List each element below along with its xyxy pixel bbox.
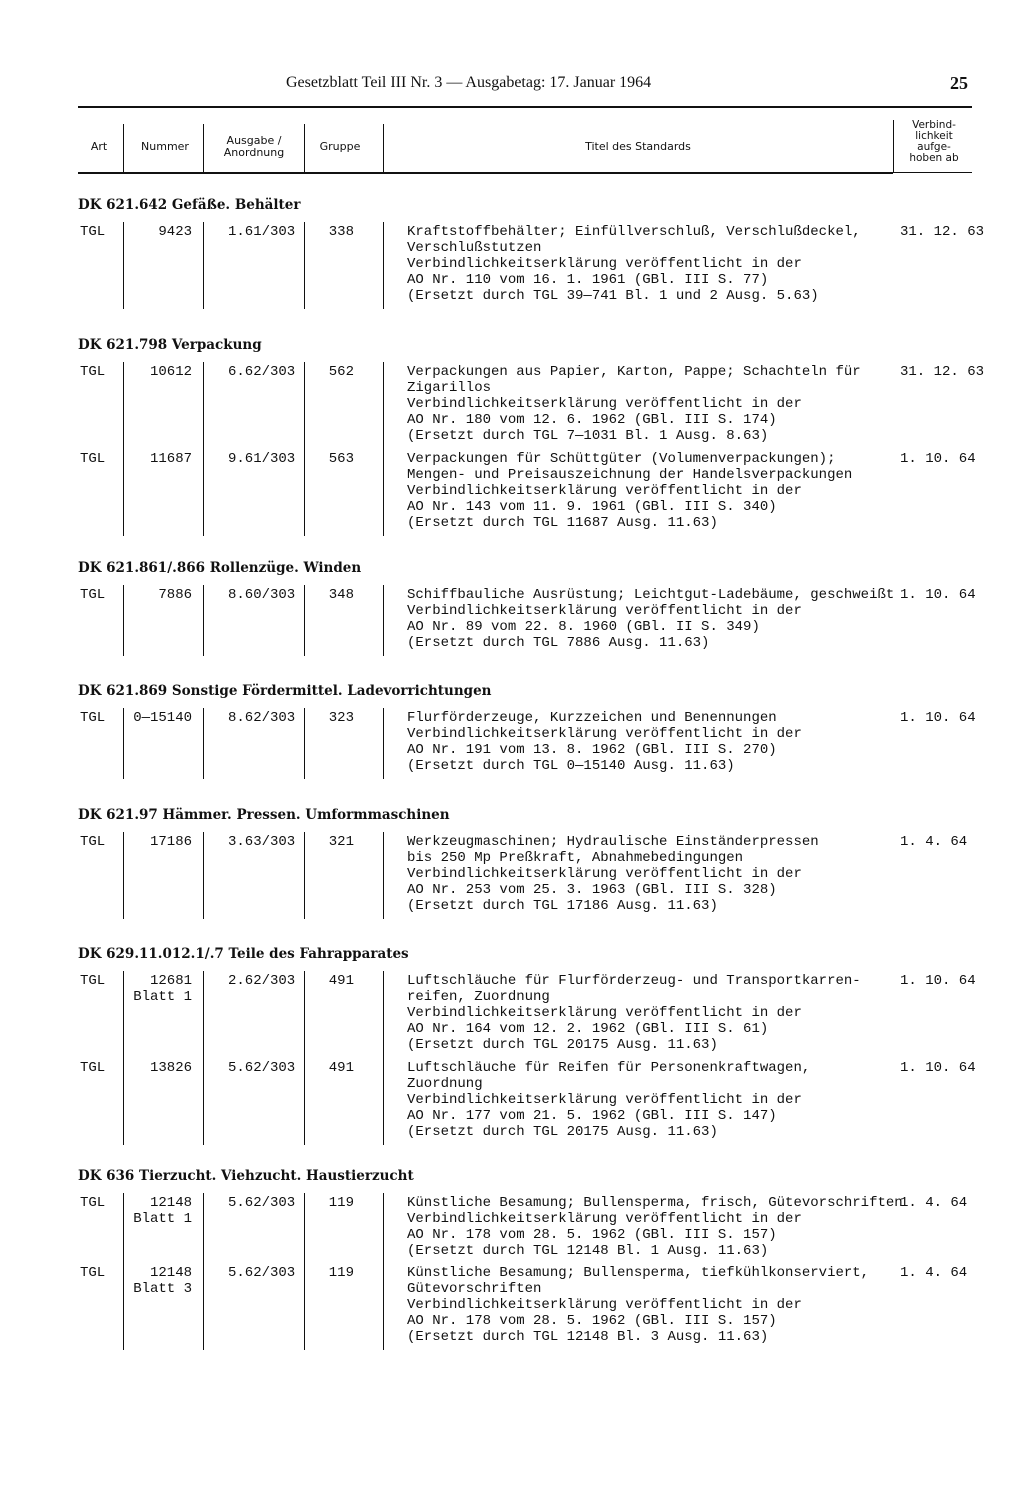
row-titel-line: Verbindlichkeitserklärung veröffentlicht in der bbox=[407, 1211, 802, 1227]
row-nummer bbox=[132, 710, 192, 726]
row-ausgabe: 5.62/303 bbox=[228, 1060, 296, 1076]
row-titel-line: Verpackungen aus Papier, Karton, Pappe; Schachteln für bbox=[407, 364, 861, 380]
row-art: TGL bbox=[80, 587, 106, 603]
row-titel-line: (Ersetzt durch TGL 7886 Ausg. 11.63) bbox=[407, 635, 710, 651]
row-titel bbox=[407, 1265, 869, 1345]
section-title: DK 621.97 Hämmer. Pressen. Umformmaschinen bbox=[78, 807, 450, 823]
row-titel-line: Kraftstoffbehälter; Einfüllverschluß, Verschlußdeckel, bbox=[407, 224, 861, 240]
row-nummer bbox=[132, 364, 192, 380]
row-datum: 1. 10. 64 bbox=[900, 451, 976, 467]
column-rule bbox=[304, 708, 305, 779]
row-nummer-line: 9423 bbox=[158, 224, 192, 240]
column-rule bbox=[383, 1193, 384, 1350]
row-nummer-line: Blatt 3 bbox=[133, 1281, 192, 1297]
row-datum: 31. 12. 63 bbox=[900, 364, 985, 380]
row-titel-line: (Ersetzt durch TGL 20175 Ausg. 11.63) bbox=[407, 1037, 718, 1053]
row-titel-line: Verbindlichkeitserklärung veröffentlicht in der bbox=[407, 1092, 802, 1108]
column-rule bbox=[123, 971, 124, 1145]
col-divider bbox=[304, 124, 305, 172]
row-gruppe: 348 bbox=[328, 587, 354, 603]
column-rule bbox=[304, 832, 305, 919]
row-titel-line: Verbindlichkeitserklärung veröffentlicht in der bbox=[407, 256, 802, 272]
row-titel-line: reifen, Zuordnung bbox=[407, 989, 550, 1005]
col-verbind-line: aufge- bbox=[917, 141, 951, 153]
row-titel-line: AO Nr. 253 vom 25. 3. 1963 (GBl. III S. 328) bbox=[407, 882, 777, 898]
row-titel-line: bis 250 Mp Preßkraft, Abnahmebedingungen bbox=[407, 850, 744, 866]
row-titel-line: Verbindlichkeitserklärung veröffentlicht in der bbox=[407, 603, 802, 619]
row-titel-line: AO Nr. 89 vom 22. 8. 1960 (GBl. II S. 349) bbox=[407, 619, 760, 635]
column-rule bbox=[383, 971, 384, 1145]
row-nummer-line: Blatt 1 bbox=[133, 1211, 192, 1227]
row-titel-line: AO Nr. 164 vom 12. 2. 1962 (GBl. III S. 61) bbox=[407, 1021, 769, 1037]
row-titel-line: Flurförderzeuge, Kurzzeichen und Benennungen bbox=[407, 710, 777, 726]
row-nummer bbox=[132, 587, 192, 603]
column-rule bbox=[304, 585, 305, 656]
row-titel-line: Verbindlichkeitserklärung veröffentlicht in der bbox=[407, 866, 802, 882]
row-art: TGL bbox=[80, 1265, 106, 1281]
section-title: DK 621.798 Verpackung bbox=[78, 337, 262, 353]
row-titel-line: (Ersetzt durch TGL 12148 Bl. 1 Ausg. 11.63) bbox=[407, 1243, 769, 1259]
row-nummer bbox=[132, 1195, 192, 1227]
row-gruppe: 562 bbox=[328, 364, 354, 380]
row-titel-line: AO Nr. 178 vom 28. 5. 1962 (GBl. III S. 157) bbox=[407, 1227, 777, 1243]
column-rule bbox=[383, 585, 384, 656]
col-ausgabe-line: Anordnung bbox=[223, 146, 285, 159]
row-titel-line: AO Nr. 177 vom 21. 5. 1962 (GBl. III S. 147) bbox=[407, 1108, 777, 1124]
row-titel-line: (Ersetzt durch TGL 11687 Ausg. 11.63) bbox=[407, 515, 718, 531]
row-gruppe: 338 bbox=[328, 224, 354, 240]
header-rule-right bbox=[893, 172, 972, 173]
row-titel-line: Verbindlichkeitserklärung veröffentlicht in der bbox=[407, 396, 802, 412]
section-title: DK 629.11.012.1/.7 Teile des Fahrapparates bbox=[78, 946, 409, 962]
column-rule bbox=[203, 1193, 204, 1350]
row-titel-line: AO Nr. 178 vom 28. 5. 1962 (GBl. III S. 157) bbox=[407, 1313, 777, 1329]
row-titel-line: (Ersetzt durch TGL 0—15140 Ausg. 11.63) bbox=[407, 758, 735, 774]
row-titel-line: (Ersetzt durch TGL 17186 Ausg. 11.63) bbox=[407, 898, 718, 914]
col-divider bbox=[203, 124, 204, 172]
section-title: DK 621.861/.866 Rollenzüge. Winden bbox=[78, 560, 362, 576]
row-titel-line: Luftschläuche für Flurförderzeug- und Transportkarren- bbox=[407, 973, 861, 989]
row-art: TGL bbox=[80, 973, 106, 989]
col-divider bbox=[383, 124, 384, 172]
row-ausgabe: 3.63/303 bbox=[228, 834, 296, 850]
row-datum: 1. 4. 64 bbox=[900, 1195, 968, 1211]
column-rule bbox=[383, 708, 384, 779]
row-titel-line: Verbindlichkeitserklärung veröffentlicht in der bbox=[407, 483, 802, 499]
row-nummer-line: 17186 bbox=[149, 834, 192, 850]
row-nummer-line: 12148 bbox=[149, 1265, 192, 1281]
col-ausgabe-line: Ausgabe / bbox=[226, 134, 282, 147]
row-datum: 1. 10. 64 bbox=[900, 710, 976, 726]
table-header bbox=[78, 120, 972, 172]
row-art: TGL bbox=[80, 710, 106, 726]
column-rule bbox=[123, 222, 124, 309]
row-titel bbox=[407, 587, 894, 651]
row-nummer-line: 0—15140 bbox=[133, 710, 192, 726]
row-nummer bbox=[132, 224, 192, 240]
row-datum: 1. 10. 64 bbox=[900, 973, 976, 989]
row-titel-line: Künstliche Besamung; Bullensperma, tiefkühlkonserviert, bbox=[407, 1265, 870, 1281]
column-rule bbox=[123, 832, 124, 919]
row-ausgabe: 2.62/303 bbox=[228, 973, 296, 989]
row-titel bbox=[407, 1060, 810, 1140]
row-titel bbox=[407, 834, 819, 914]
col-verbind-line: lichkeit bbox=[915, 130, 953, 142]
row-datum: 1. 4. 64 bbox=[900, 834, 968, 850]
row-gruppe: 323 bbox=[328, 710, 354, 726]
header-title: Gesetzblatt Teil III Nr. 3 — Ausgabetag: 17. Januar 1964 bbox=[286, 74, 652, 91]
row-titel-line: Verschlußstutzen bbox=[407, 240, 542, 256]
col-titel: Titel des Standards bbox=[585, 140, 691, 153]
row-ausgabe: 8.62/303 bbox=[228, 710, 296, 726]
row-nummer-line: 10612 bbox=[149, 364, 192, 380]
row-titel-line: Künstliche Besamung; Bullensperma, frisch, Gütevorschriften bbox=[407, 1195, 903, 1211]
column-rule bbox=[383, 362, 384, 536]
column-rule bbox=[203, 708, 204, 779]
column-rule bbox=[304, 222, 305, 309]
column-rule bbox=[304, 362, 305, 536]
row-nummer bbox=[132, 1060, 192, 1076]
row-titel bbox=[407, 224, 861, 304]
row-titel-line: (Ersetzt durch TGL 7—1031 Bl. 1 Ausg. 8.63) bbox=[407, 428, 769, 444]
row-nummer bbox=[132, 834, 192, 850]
row-titel-line: Luftschläuche für Reifen für Personenkraftwagen, bbox=[407, 1060, 811, 1076]
row-nummer-line: 12681 bbox=[149, 973, 192, 989]
row-nummer bbox=[132, 1265, 192, 1297]
column-rule bbox=[203, 971, 204, 1145]
row-titel-line: AO Nr. 110 vom 16. 1. 1961 (GBl. III S. 77) bbox=[407, 272, 769, 288]
col-verbind-line: hoben ab bbox=[909, 152, 959, 164]
row-nummer-line: 12148 bbox=[149, 1195, 192, 1211]
row-titel bbox=[407, 364, 861, 444]
row-titel-line: Schiffbauliche Ausrüstung; Leichtgut-Ladebäume, geschweißt bbox=[407, 587, 895, 603]
col-ausgabe bbox=[208, 135, 300, 159]
column-rule bbox=[203, 585, 204, 656]
row-art: TGL bbox=[80, 1195, 106, 1211]
row-ausgabe: 5.62/303 bbox=[228, 1265, 296, 1281]
row-titel bbox=[407, 1195, 903, 1259]
column-rule bbox=[203, 832, 204, 919]
page-header bbox=[78, 66, 972, 108]
row-nummer-line: 11687 bbox=[149, 451, 192, 467]
row-titel-line: Verbindlichkeitserklärung veröffentlicht in der bbox=[407, 1297, 802, 1313]
row-titel-line: AO Nr. 180 vom 12. 6. 1962 (GBl. III S. 174) bbox=[407, 412, 777, 428]
row-titel-line: Gütevorschriften bbox=[407, 1281, 542, 1297]
row-titel-line: Verpackungen für Schüttgüter (Volumenverpackungen); bbox=[407, 451, 836, 467]
col-verbind-line: Verbind- bbox=[912, 119, 956, 131]
page-number: 25 bbox=[950, 73, 968, 93]
row-art: TGL bbox=[80, 451, 106, 467]
row-nummer bbox=[132, 451, 192, 467]
column-rule bbox=[203, 222, 204, 309]
row-art: TGL bbox=[80, 364, 106, 380]
column-rule bbox=[383, 832, 384, 919]
row-titel-line: AO Nr. 143 vom 11. 9. 1961 (GBl. III S. 340) bbox=[407, 499, 777, 515]
row-ausgabe: 9.61/303 bbox=[228, 451, 296, 467]
col-verbind bbox=[896, 120, 972, 164]
row-titel bbox=[407, 973, 861, 1053]
row-art: TGL bbox=[80, 834, 106, 850]
row-art: TGL bbox=[80, 1060, 106, 1076]
column-rule bbox=[123, 708, 124, 779]
row-titel-line: (Ersetzt durch TGL 12148 Bl. 3 Ausg. 11.63) bbox=[407, 1329, 769, 1345]
row-ausgabe: 6.62/303 bbox=[228, 364, 296, 380]
row-datum: 1. 4. 64 bbox=[900, 1265, 968, 1281]
row-nummer-line: Blatt 1 bbox=[133, 989, 192, 1005]
row-gruppe: 563 bbox=[328, 451, 354, 467]
col-nummer: Nummer bbox=[141, 140, 189, 153]
row-titel-line: Mengen- und Preisauszeichnung der Handelsverpackungen bbox=[407, 467, 853, 483]
row-nummer bbox=[132, 973, 192, 1005]
column-rule bbox=[123, 1193, 124, 1350]
row-titel bbox=[407, 451, 852, 531]
column-rule bbox=[203, 362, 204, 536]
row-nummer-line: 7886 bbox=[158, 587, 192, 603]
section-title: DK 636 Tierzucht. Viehzucht. Haustierzucht bbox=[78, 1168, 414, 1184]
col-divider bbox=[893, 120, 894, 172]
row-gruppe: 491 bbox=[328, 1060, 354, 1076]
row-titel-line: (Ersetzt durch TGL 39—741 Bl. 1 und 2 Ausg. 5.63) bbox=[407, 288, 819, 304]
col-divider bbox=[123, 124, 124, 172]
row-ausgabe: 8.60/303 bbox=[228, 587, 296, 603]
section-title: DK 621.869 Sonstige Fördermittel. Ladevorrichtungen bbox=[78, 683, 492, 699]
row-gruppe: 491 bbox=[328, 973, 354, 989]
row-titel-line: AO Nr. 191 vom 13. 8. 1962 (GBl. III S. 270) bbox=[407, 742, 777, 758]
row-gruppe: 119 bbox=[328, 1265, 354, 1281]
col-art: Art bbox=[90, 140, 108, 153]
row-ausgabe: 5.62/303 bbox=[228, 1195, 296, 1211]
row-titel-line: Werkzeugmaschinen; Hydraulische Einständerpressen bbox=[407, 834, 819, 850]
col-gruppe: Gruppe bbox=[319, 140, 361, 153]
row-titel bbox=[407, 710, 802, 774]
row-titel-line: Verbindlichkeitserklärung veröffentlicht in der bbox=[407, 1005, 802, 1021]
row-datum: 1. 10. 64 bbox=[900, 1060, 976, 1076]
row-datum: 31. 12. 63 bbox=[900, 224, 985, 240]
row-titel-line: (Ersetzt durch TGL 20175 Ausg. 11.63) bbox=[407, 1124, 718, 1140]
row-ausgabe: 1.61/303 bbox=[228, 224, 296, 240]
row-datum: 1. 10. 64 bbox=[900, 587, 976, 603]
section-title: DK 621.642 Gefäße. Behälter bbox=[78, 197, 301, 213]
header-rule bbox=[78, 172, 893, 174]
row-gruppe: 119 bbox=[328, 1195, 354, 1211]
row-titel-line: Verbindlichkeitserklärung veröffentlicht in der bbox=[407, 726, 802, 742]
column-rule bbox=[304, 971, 305, 1145]
column-rule bbox=[383, 222, 384, 309]
row-gruppe: 321 bbox=[328, 834, 354, 850]
column-rule bbox=[304, 1193, 305, 1350]
column-rule bbox=[123, 585, 124, 656]
row-nummer-line: 13826 bbox=[149, 1060, 192, 1076]
row-art: TGL bbox=[80, 224, 106, 240]
row-titel-line: Zigarillos bbox=[407, 380, 492, 396]
column-rule bbox=[123, 362, 124, 536]
row-titel-line: Zuordnung bbox=[407, 1076, 483, 1092]
